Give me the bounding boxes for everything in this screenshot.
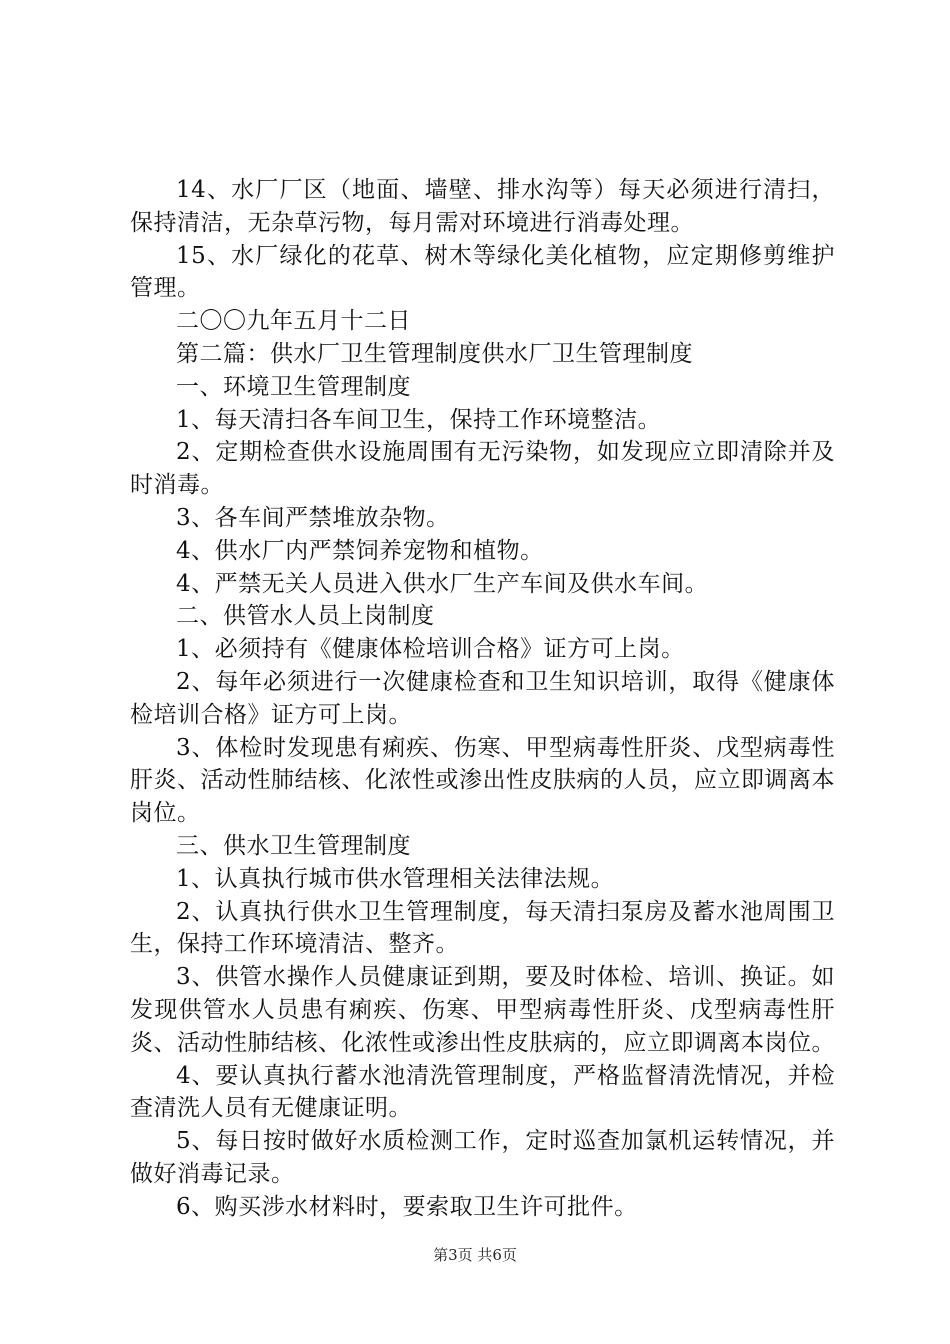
heading-staff: 二、供管水人员上岗制度	[176, 603, 435, 630]
page-number-footer: 第3页 共6页	[433, 1246, 517, 1264]
hygiene-item-6: 6、购买涉水材料时，要索取卫生许可批件。	[176, 1193, 638, 1220]
staff-item-1: 1、必须持有《健康体检培训合格》证方可上岗。	[176, 636, 685, 663]
section-title: 第二篇：供水厂卫生管理制度供水厂卫生管理制度	[176, 340, 693, 367]
hygiene-item-4: 4、要认真执行蓄水池清洗管理制度，严格监督清洗情况，并检查清洗人员有无健康证明。	[130, 1062, 835, 1122]
staff-item-2: 2、每年必须进行一次健康检查和卫生知识培训，取得《健康体检培训合格》证方可上岗。	[130, 668, 835, 728]
env-item-1: 1、每天清扫各车间卫生，保持工作环境整洁。	[176, 406, 662, 433]
env-item-4a: 4、供水厂内严禁饲养宠物和植物。	[176, 537, 544, 564]
document-body	[130, 174, 835, 1224]
hygiene-item-1: 1、认真执行城市供水管理相关法律法规。	[176, 865, 615, 892]
heading-hygiene: 三、供水卫生管理制度	[176, 832, 411, 859]
env-item-2: 2、定期检查供水设施周围有无污染物，如发现应立即清除并及时消毒。	[130, 439, 835, 499]
hygiene-item-5: 5、每日按时做好水质检测工作，定时巡查加氯机运转情况，并做好消毒记录。	[130, 1128, 835, 1187]
paragraph-15: 15、水厂绿化的花草、树木等绿化美化植物，应定期修剪维护管理。	[130, 242, 835, 302]
env-item-3: 3、各车间严禁堆放杂物。	[176, 504, 450, 531]
env-item-4b: 4、严禁无关人员进入供水厂生产车间及供水车间。	[176, 570, 709, 597]
heading-environment: 一、环境卫生管理制度	[176, 373, 411, 400]
hygiene-item-3: 3、供管水操作人员健康证到期，要及时体检、培训、换证。如发现供管水人员患有痢疾、伤寒、甲型病毒性肝炎、戊型病毒性肝炎、活动性肺结核、化浓性或渗出性皮肤病的，应立即调离本岗位。	[130, 964, 835, 1056]
staff-item-3: 3、体检时发现患有痢疾、伤寒、甲型病毒性肝炎、戊型病毒性肝炎、活动性肺结核、化浓性或渗出性皮肤病的人员，应立即调离本岗位。	[130, 734, 835, 827]
paragraph-14: 14、水厂厂区（地面、墙壁、排水沟等）每天必须进行清扫，保持清洁，无杂草污物，每月需对环境进行消毒处理。	[130, 177, 835, 236]
date-line: 二〇〇九年五月十二日	[176, 308, 411, 335]
hygiene-item-2: 2、认真执行供水卫生管理制度，每天清扫泵房及蓄水池周围卫生，保持工作环境清洁、整齐。	[130, 898, 835, 958]
